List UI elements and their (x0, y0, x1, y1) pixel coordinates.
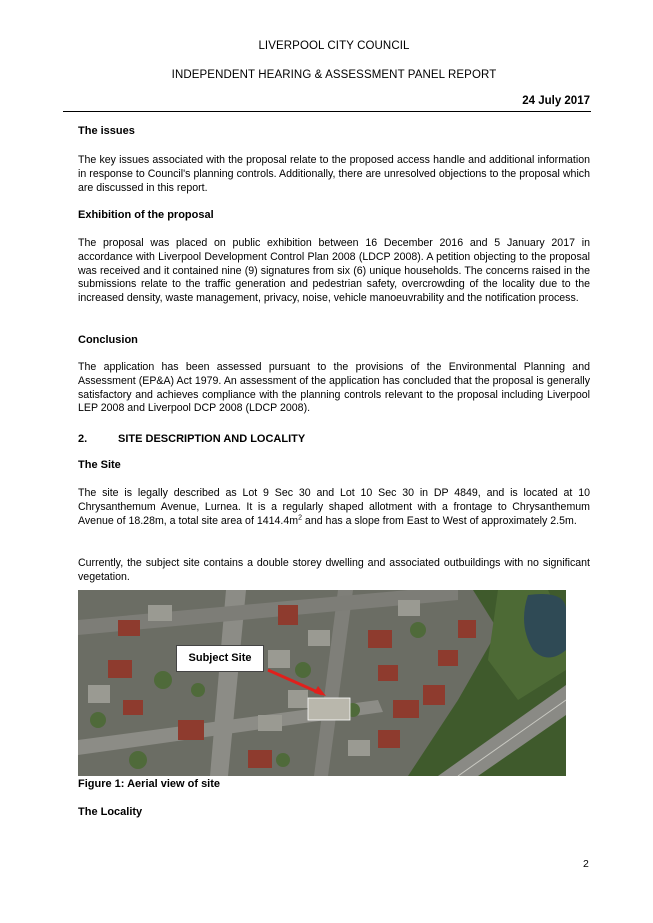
issues-paragraph: The key issues associated with the proposal relate to the proposed access handle and additional information in response to Council's planning controls. Additionally, there are unresolved objections to the proposal which are discussed in this report. (78, 154, 590, 194)
section-heading (78, 433, 305, 445)
site-text-b: and has a slope from East to West of approximately 2.5m. (301, 514, 577, 527)
section-number: 2. (78, 433, 88, 445)
subject-site-label: Subject Site (176, 645, 264, 672)
figure-caption: Figure 1: Aerial view of site (78, 778, 221, 790)
locality-heading: The Locality (78, 806, 143, 818)
site-paragraph-2: Currently, the subject site contains a double storey dwelling and associated outbuildings with no significant vegetation. (78, 557, 590, 583)
report-date: 24 July 2017 (522, 95, 590, 107)
site-text-a: The site is legally described as Lot 9 Sec 30 and Lot 10 Sec 30 in DP 4849, and is located at 10 Chrysanthemum Avenue, Lurnea. It is a regularly shaped allotment with a frontage to Chrysanthemum Avenue of 18.28m, a total site area of 1414.4m (78, 487, 590, 527)
report-title: INDEPENDENT HEARING & ASSESSMENT PANEL REPORT (171, 69, 497, 81)
conclusion-heading: Conclusion (78, 334, 138, 346)
site-heading: The Site (78, 459, 121, 471)
site-paragraph (78, 487, 590, 528)
aerial-image (78, 590, 566, 776)
aerial-photo (78, 590, 566, 776)
exhibition-paragraph: The proposal was placed on public exhibition between 16 December 2016 and 5 January 2017 in accordance with Liverpool Development Control Plan 2008 (LDCP 2008). A petition objecting to the proposal was received and it contained nine (9) signatures from six (6) unique households. The concerns raised in the submissions relate to the traffic generation and pedestrian safety, overcrowding of the locality due to the increased density, waste management, privacy, noise, vehicle manoeuvrability and the notification process. (78, 237, 590, 305)
page-number: 2 (583, 858, 589, 870)
exhibition-heading: Exhibition of the proposal (78, 209, 214, 221)
council-name: LIVERPOOL CITY COUNCIL (258, 40, 410, 52)
conclusion-paragraph: The application has been assessed pursuant to the provisions of the Environmental Planning and Assessment (EP&A) Act 1979. An assessment of the application has concluded that the proposal is generally satisfactory and achieves compliance with the planning controls relevant to the proposal including Liverpool LEP 2008 and Liverpool DCP 2008 (LDCP 2008). (78, 361, 590, 415)
area-superscript: 2 (298, 514, 302, 522)
section-title: SITE DESCRIPTION AND LOCALITY (118, 433, 306, 445)
header-rule (63, 111, 591, 112)
issues-heading: The issues (78, 125, 135, 137)
